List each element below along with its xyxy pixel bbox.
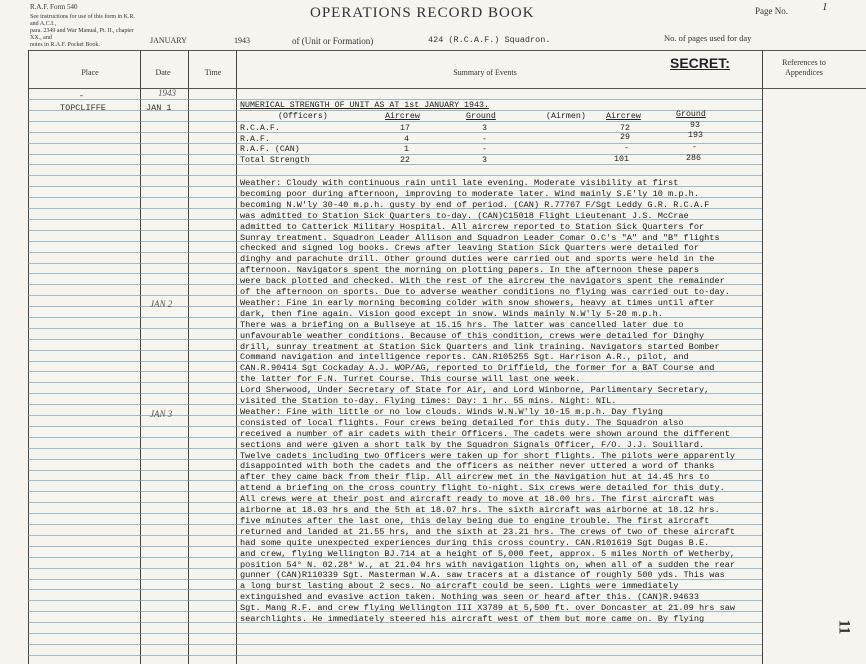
summary-line: Twelve cadets including two Officers were taken up for short flights. The pilots were apparently (240, 450, 736, 461)
strength-heading: NUMERICAL STRENGTH OF UNIT AS AT 1st JANUARY 1943. (240, 101, 489, 110)
officers-ground-value: - (482, 145, 487, 154)
summary-line: There was a briefing on a Bullseye at 15.15 hrs. The latter was cancelled later due to (240, 319, 684, 330)
date-jan-3: JAN 3 (150, 409, 173, 419)
summary-line: checked and signed log books. Crews after leaving Station Sick Quarters were detailed for (240, 243, 699, 254)
officers-label: (Officers) (278, 112, 328, 121)
summary-line: extinguished and evasive action taken. Nothing was seen or heard after this. (CAN)R.94633 (240, 592, 699, 603)
summary-line: afternoon. Navigators spent the morning on plotting papers. In the afternoon these papers (240, 265, 699, 276)
airmen-ground-value: 93 (690, 121, 700, 130)
instruction-line: See instructions for use of this form in K.R. and A.C.I., (30, 14, 135, 27)
col-header-summary: Summary of Events (453, 68, 517, 77)
summary-line: position 54° N. 02.28° W., at 21.04 hrs with navigation lights on, when all of a sudden the rear (240, 559, 736, 570)
pages-used-label: No. of pages used for day (664, 33, 752, 43)
col-header-refs: References to Appendices (782, 58, 826, 77)
airmen-aircrew-header: Aircrew (606, 112, 641, 121)
summary-line: gunner (CAN)R110339 Sgt. Masterman W.A. saw tracers at a distance of roughly 500 yds. This was (240, 570, 725, 581)
header-bottom-rule (28, 88, 866, 89)
page-mark: 11 (835, 619, 853, 635)
summary-line: five minutes after the last one, this delay being due to engine trouble. The first aircraft (240, 515, 710, 526)
instruction-line: para. 2349 and War Manual, Pt. II., chapter XX., and (30, 28, 134, 41)
secret-stamp: SECRET: (670, 55, 730, 71)
officers-aircrew-value: 1 (404, 145, 409, 154)
airmen-ground-header: Ground (676, 110, 706, 119)
header-top-rule (28, 50, 866, 51)
col-header-place: Place (81, 68, 99, 77)
summary-line: Weather: Fine in early morning becoming colder with snow showers, heavy at times until after (240, 297, 715, 308)
page-no-label: Page No. (755, 6, 788, 16)
col-divider (762, 50, 763, 664)
col-header-time: Time (204, 68, 222, 77)
strength-row-label: R.A.F. (240, 135, 270, 144)
ruled-line (28, 633, 762, 634)
summary-line: after they came back from their flip. All aircrew met in the Navigation hut at 14.45 hrs to (240, 472, 710, 483)
place-topcliffe: TOPCLIFFE (60, 103, 106, 113)
place-dash: - (80, 90, 83, 100)
strength-row-label: R.A.F. (CAN) (240, 145, 300, 154)
summary-line: unfavourable weather conditions. Because of this condition, crews were detailed for Dinghy (240, 330, 705, 341)
page-no-value: 1 (822, 1, 828, 13)
year-value: 1943 (234, 36, 250, 45)
airmen-aircrew-value: - (624, 144, 629, 153)
summary-line: dark, then fine again. Vision good except in snow. Winds mainly N.W'ly 5-20 m.p.h. (240, 308, 663, 319)
summary-line: Command navigation and intelligence reports. CAN.R105255 Sgt. Harrison A.R., pilot, and (240, 352, 689, 363)
airmen-aircrew-value: 101 (614, 155, 629, 164)
col-header-date: Date (155, 68, 171, 77)
summary-line: Lord Sherwood, Under Secretary of State for Air, and Lord Winborne, Parlimentary Secretary, (240, 385, 710, 396)
airmen-label: (Airmen) (546, 112, 586, 121)
airmen-ground-value: 286 (686, 154, 701, 163)
summary-line: Sgt. Mang R.F. and crew flying Wellington III X3789 at 5,500 ft. over Doncaster at 21.09 hrs saw (240, 603, 736, 614)
summary-line: received a number of air cadets with their Officers. The cadets were shown around the different (240, 428, 730, 439)
date-jan-1: JAN 1 (146, 103, 172, 113)
summary-line: All crews were at their post and aircraft ready to move at 18.00 hrs. The first aircraft was (240, 494, 715, 505)
officers-aircrew-value: 17 (400, 124, 410, 133)
summary-line: CAN.R.90414 Sgt Cockaday A.J. WOP/AG, reported to Driffield, the former for a BAT Course and (240, 363, 715, 374)
airmen-ground-value: 193 (688, 131, 703, 140)
year-entry: 1943 (158, 88, 176, 98)
summary-line: drill, sunray treatment at Station Sick Quarters and link training. Navigators started Bomber (240, 341, 720, 352)
summary-line: Weather: Fine with little or no low clouds. Winds W.N.W'ly 10-15 m.p.h. Day flying (240, 406, 663, 417)
officers-ground-value: 3 (482, 124, 487, 133)
officers-aircrew-header: Aircrew (385, 112, 420, 121)
summary-line: was admitted to Station Sick Quarters to-day. (CAN)C15018 Flight Lieutenant J.S. McCrae (240, 210, 689, 221)
airmen-aircrew-value: 72 (620, 124, 630, 133)
summary-line: the latter for F.N. Turret Course. This course will last one week. (240, 374, 581, 385)
airmen-ground-value: - (692, 143, 697, 152)
airmen-aircrew-value: 29 (620, 133, 630, 142)
summary-line: were back plotted and checked. With the rest of the aircrew the navigators spent the remainder (240, 276, 725, 287)
summary-line: dinghy and parachute drill. Other ground duties were carried out and sports were held in the (240, 254, 715, 265)
summary-line: had some quite unexpected experiences during this cross country. CAN.R101619 Sgt Dugas B.E. (240, 537, 710, 548)
form-number: R.A.F. Form 540 (30, 3, 78, 11)
date-jan-2: JAN 2 (150, 299, 173, 309)
ruled-line (28, 132, 762, 133)
ruled-line (28, 644, 762, 645)
summary-line: Weather: Cloudy with continuous rain until late evening. Moderate visibility at first (240, 178, 679, 188)
summary-line: consisted of local flights. Four crews being detailed for this duty. The Squadron also (240, 417, 684, 428)
summary-line: Sunray treatment. Squadron Leader Allison and Squadron Leader Comar O.C's "A" and "B" flights (240, 232, 720, 243)
page-title: OPERATIONS RECORD BOOK (310, 5, 535, 21)
ruled-line (28, 99, 762, 100)
officers-aircrew-value: 22 (400, 156, 410, 165)
summary-line: returned and landed at 21.55 hrs, and the sixth at 23.21 hrs. The crews of two of these aircraft (240, 526, 736, 537)
officers-aircrew-value: 4 (404, 135, 409, 144)
ruled-line (28, 655, 762, 656)
ruled-line (28, 175, 762, 176)
month-value: JANUARY (150, 36, 187, 45)
unit-label: of (Unit or Formation) (292, 36, 374, 46)
summary-line: a long burst lasting about 2 secs. No aircraft could be seen. Lights were immediately (240, 581, 679, 592)
summary-line: visited the Station to-day. Flying times: Day: 1 hr. 55 mins. Night: NIL. (240, 396, 617, 406)
ruled-line (28, 164, 762, 165)
strength-row-label: R.C.A.F. (240, 124, 280, 133)
ruled-line (28, 143, 762, 144)
summary-line: becoming poor during afternoon, improving to moderate later. Wind mainly S.E'ly 10 m.p.h. (240, 188, 699, 199)
officers-ground-header: Ground (466, 112, 496, 121)
officers-ground-value: - (482, 135, 487, 144)
summary-line: airborne at 18.03 hrs and the 5th at 18.07 hrs. The sixth aircraft was airborne at 18.12 hrs. (240, 505, 720, 515)
summary-line: becoming N.W'ly 30-40 m.p.h. gusty by end of period. (CAN) R.77767 F/Sgt Leddy G.R. R.C.A.F (240, 199, 710, 210)
summary-line: sections and were given a short talk by the Squadron Signals Officer, F/O. J.J. Souillard. (240, 439, 705, 450)
summary-line: of the afternoon on sports. Due to adverse weather conditions no flying was carried out to-day. (240, 287, 730, 297)
summary-line: disappointed with both the cadets and the officers as neither never uttered a word of thanks (240, 461, 715, 472)
form-instructions (30, 14, 140, 49)
summary-line: admitted to Catterick Military Hospital. All aircrew reported to Station Sick Quarters for (240, 221, 705, 232)
unit-value: 424 (R.C.A.F.) Squadron. (428, 35, 551, 45)
instruction-line: notes in R.A.F. Pocket Book. (30, 42, 100, 48)
summary-line: and crew, flying Wellington BJ.714 at a height of 5,000 feet, approx. 5 miles North of Wetherby, (240, 548, 736, 559)
strength-row-label: Total Strength (240, 156, 310, 165)
summary-line: searchlights. He immediately steered his aircraft west of them but more came on. By flying (240, 614, 705, 624)
officers-ground-value: 3 (482, 156, 487, 165)
ruled-line (28, 154, 762, 155)
summary-line: attend a briefing on the cross country flight to-night. Six crews were detailed for this duty. (240, 483, 725, 494)
